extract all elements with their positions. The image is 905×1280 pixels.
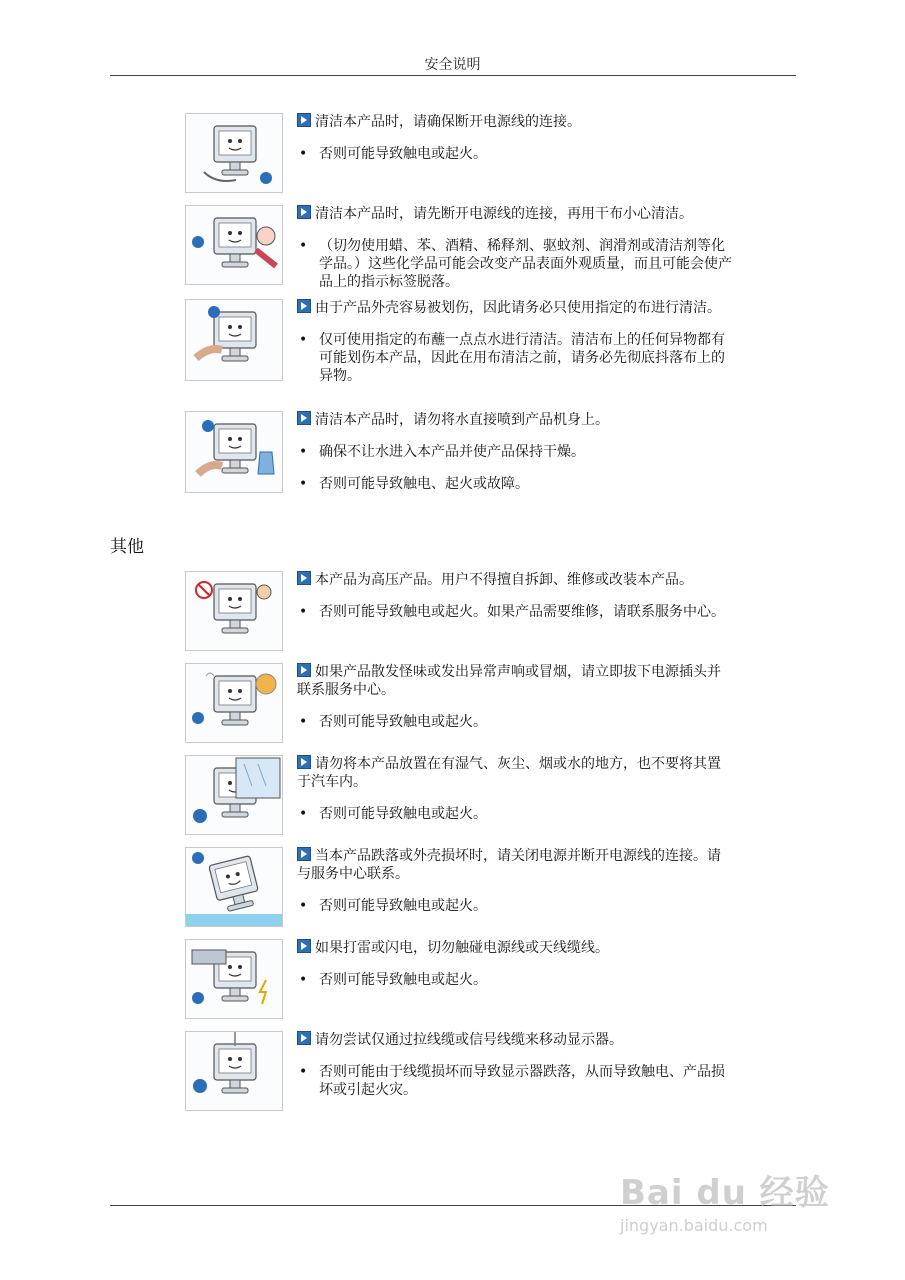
item-bullet: 仅可使用指定的布蘸一点点水进行清洁。清洁布上的任何异物都有可能划伤本产品，因此在用布清洁之前，请务必先彻底抖落布上的异物。 (319, 332, 725, 384)
arrow-marker-icon (297, 205, 311, 219)
bullet-icon: • (299, 1064, 308, 1080)
pull-cable-illustration (185, 1031, 283, 1111)
item-bullet: 否则可能导致触电或起火。 (319, 972, 487, 988)
item-title: 如果打雷或闪电，切勿触碰电源线或天线缆线。 (315, 940, 609, 956)
item-bullet: （切勿使用蜡、苯、酒精、稀释剂、驱蚊剂、润滑剂或清洁剂等化学品。）这些化学品可能会改变产品表面外观质量，而且可能会使产品上的指示标签脱落。 (319, 238, 732, 290)
item-title: 清洁本产品时，请先断开电源线的连接，再用干布小心清洁。 (315, 206, 693, 222)
item-title: 本产品为高压产品。用户不得擅自拆卸、维修或改装本产品。 (315, 572, 693, 588)
cloth-wipe-illustration (185, 299, 283, 381)
item-title: 请勿尝试仅通过拉线缆或信号线缆来移动显示器。 (315, 1032, 623, 1048)
item-bullet: 否则可能导致触电、起火或故障。 (319, 476, 529, 492)
arrow-marker-icon (297, 299, 311, 313)
arrow-marker-icon (297, 1031, 311, 1045)
dropped-product-illustration (185, 847, 283, 927)
baidu-jingyan-watermark (620, 1165, 850, 1245)
no-disassembly-illustration (185, 571, 283, 651)
item-bullet: 否则可能导致触电或起火。 (319, 898, 487, 914)
watermark-logo: Bai du 经验 (620, 1173, 830, 1213)
arrow-marker-icon (297, 411, 311, 425)
arrow-marker-icon (297, 939, 311, 953)
arrow-marker-icon (297, 663, 311, 677)
bullet-icon: • (299, 238, 308, 254)
arrow-marker-icon (297, 755, 311, 769)
humidity-dust-illustration (185, 755, 283, 835)
unplug-cable-illustration (185, 113, 283, 193)
item-bullet: 确保不让水进入本产品并使产品保持干燥。 (319, 444, 585, 460)
no-spray-water-illustration (185, 411, 283, 493)
bullet-icon: • (299, 444, 308, 460)
item-title: 请勿将本产品放置在有湿气、灰尘、烟或水的地方，也不要将其置于汽车内。 (297, 756, 721, 790)
section-heading-other: 其他 (110, 537, 144, 557)
arrow-marker-icon (297, 847, 311, 861)
bullet-icon: • (299, 476, 308, 492)
item-title: 当本产品跌落或外壳损坏时，请关闭电源并断开电源线的连接。请与服务中心联系。 (297, 848, 721, 882)
item-bullet: 否则可能由于线缆损坏而导致显示器跌落，从而导致触电、产品损坏或引起火灾。 (319, 1064, 725, 1098)
item-title: 由于产品外壳容易被划伤，因此请务必只使用指定的布进行清洁。 (315, 300, 721, 316)
item-bullet: 否则可能导致触电或起火。 (319, 714, 487, 730)
dry-cloth-cleaning-illustration (185, 205, 283, 285)
bullet-icon: • (299, 714, 308, 730)
header-rule (110, 75, 796, 76)
item-bullet: 否则可能导致触电或起火。 (319, 146, 487, 162)
page-header-title: 安全说明 (424, 57, 481, 73)
bullet-icon: • (299, 146, 308, 162)
item-title: 如果产品散发怪味或发出异常声响或冒烟，请立即拔下电源插头并联系服务中心。 (297, 664, 721, 698)
bullet-icon: • (299, 806, 308, 822)
item-bullet: 否则可能导致触电或起火。 (319, 806, 487, 822)
lightning-storm-illustration (185, 939, 283, 1019)
arrow-marker-icon (297, 113, 311, 127)
bullet-icon: • (299, 604, 308, 620)
bullet-icon: • (299, 332, 308, 348)
arrow-marker-icon (297, 571, 311, 585)
item-title: 清洁本产品时，请勿将水直接喷到产品机身上。 (315, 412, 609, 428)
bullet-icon: • (299, 898, 308, 914)
smoke-unplug-illustration (185, 663, 283, 743)
item-title: 清洁本产品时，请确保断开电源线的连接。 (315, 114, 581, 130)
watermark-url: jingyan.baidu.com (620, 1216, 768, 1235)
item-bullet: 否则可能导致触电或起火。如果产品需要维修，请联系服务中心。 (319, 604, 725, 620)
bullet-icon: • (299, 972, 308, 988)
